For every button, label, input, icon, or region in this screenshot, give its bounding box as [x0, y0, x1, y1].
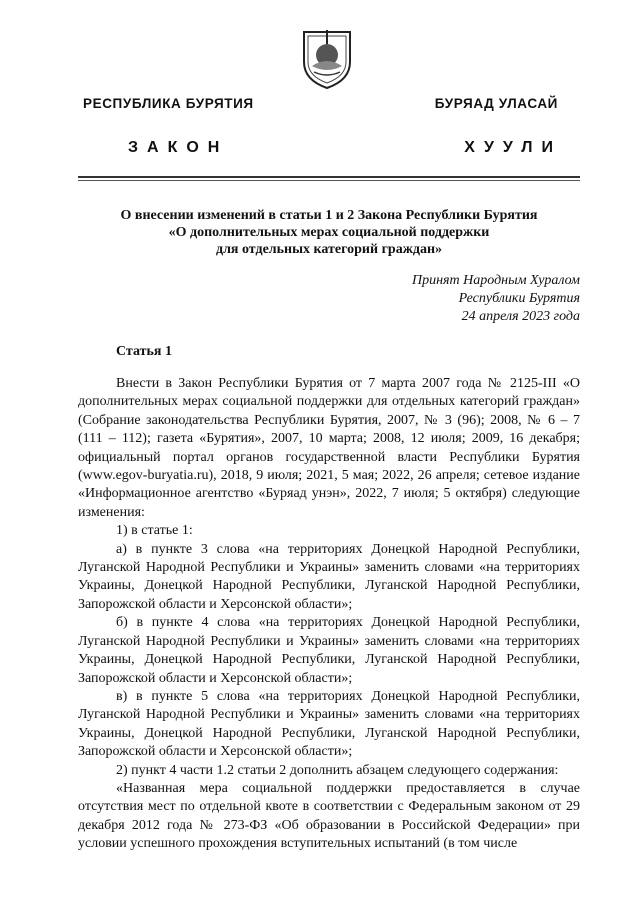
header-divider-thin	[78, 180, 580, 181]
paragraph: в) в пункте 5 слова «на территориях Донецкой Народной Республики, Луганской Народной Республики и Украины» заменить словами «на территориях Украины, Донецкой Народной Республики, Луганской Народной Республики, Запорожской области и Херсонской области»;	[78, 688, 580, 760]
adoption-date: 24 апреля 2023 года	[461, 309, 580, 324]
paragraph: а) в пункте 3 слова «на территориях Донецкой Народной Республики, Луганской Народной Республики и Украины» заменить словами «на территориях Украины, Донецкой Народной Республики, Луганской Народной Республики, Запорожской области и Херсонской области»;	[78, 541, 580, 612]
adoption-line: Принят Народным Хуралом	[411, 273, 580, 288]
header-republic-bua: БУРЯАД УЛАСАЙ	[434, 96, 558, 111]
paragraph: 1) в статье 1:	[116, 523, 193, 539]
paragraph: 2) пункт 4 части 1.2 статьи 2 дополнить абзацем следующего содержания:	[116, 762, 559, 778]
article-body	[78, 375, 580, 854]
law-label-bua: ХУУЛИ	[464, 139, 562, 156]
title-line: О внесении изменений в статьи 1 и 2 Закона Республики Бурятия	[120, 208, 538, 223]
document-title	[78, 207, 580, 258]
paragraph: «Названная мера социальной поддержки предоставляется в случае отсутствия мест по отдельной квоте в соответствии с Федеральным законом от 29 декабря 2012 года № 273-ФЗ «Об образовании в Российской Федерации» при условии успешного прохождения вступительных испытаний (в том числе	[78, 780, 580, 852]
title-line: «О дополнительных мерах социальной поддержки	[168, 225, 490, 240]
paragraph: Внести в Закон Республики Бурятия от 7 марта 2007 года № 2125-III «О дополнительных мерах социальной поддержки для отдельных категорий граждан» (Собрание законодательства Республики Бурятия, 2007, № 3 (96); 2008, № 6 – 7 (111 – 112); газета «Бурятия», 2007, 10 марта; 2008, 12 июля; 2009, 16 декабря; официальный портал органов государственной власти Республики Бурятия (www.egov-buryatia.ru), 2018, 9 июля; 2021, 5 мая; 2022, 26 апреля; сетевое издание «Информационное агентство «Буряад унэн», 2022, 7 июля; 5 октября) следующие изменения:	[78, 376, 580, 520]
header-divider	[78, 176, 580, 178]
law-label-ru: ЗАКОН	[128, 139, 229, 156]
buryatia-coat-of-arms-icon	[300, 22, 354, 90]
adoption-line: Республики Бурятия	[458, 291, 580, 306]
adoption-note	[412, 272, 580, 326]
title-line: для отдельных категорий граждан»	[215, 242, 443, 257]
header-republic-ru: РЕСПУБЛИКА БУРЯТИЯ	[83, 96, 254, 111]
paragraph: б) в пункте 4 слова «на территориях Донецкой Народной Республики, Луганской Народной Республики и Украины» заменить словами «на территориях Украины, Донецкой Народной Республики, Луганской Народной Республики, Запорожской области и Херсонской области»;	[78, 615, 580, 686]
article-heading: Статья 1	[116, 344, 172, 359]
